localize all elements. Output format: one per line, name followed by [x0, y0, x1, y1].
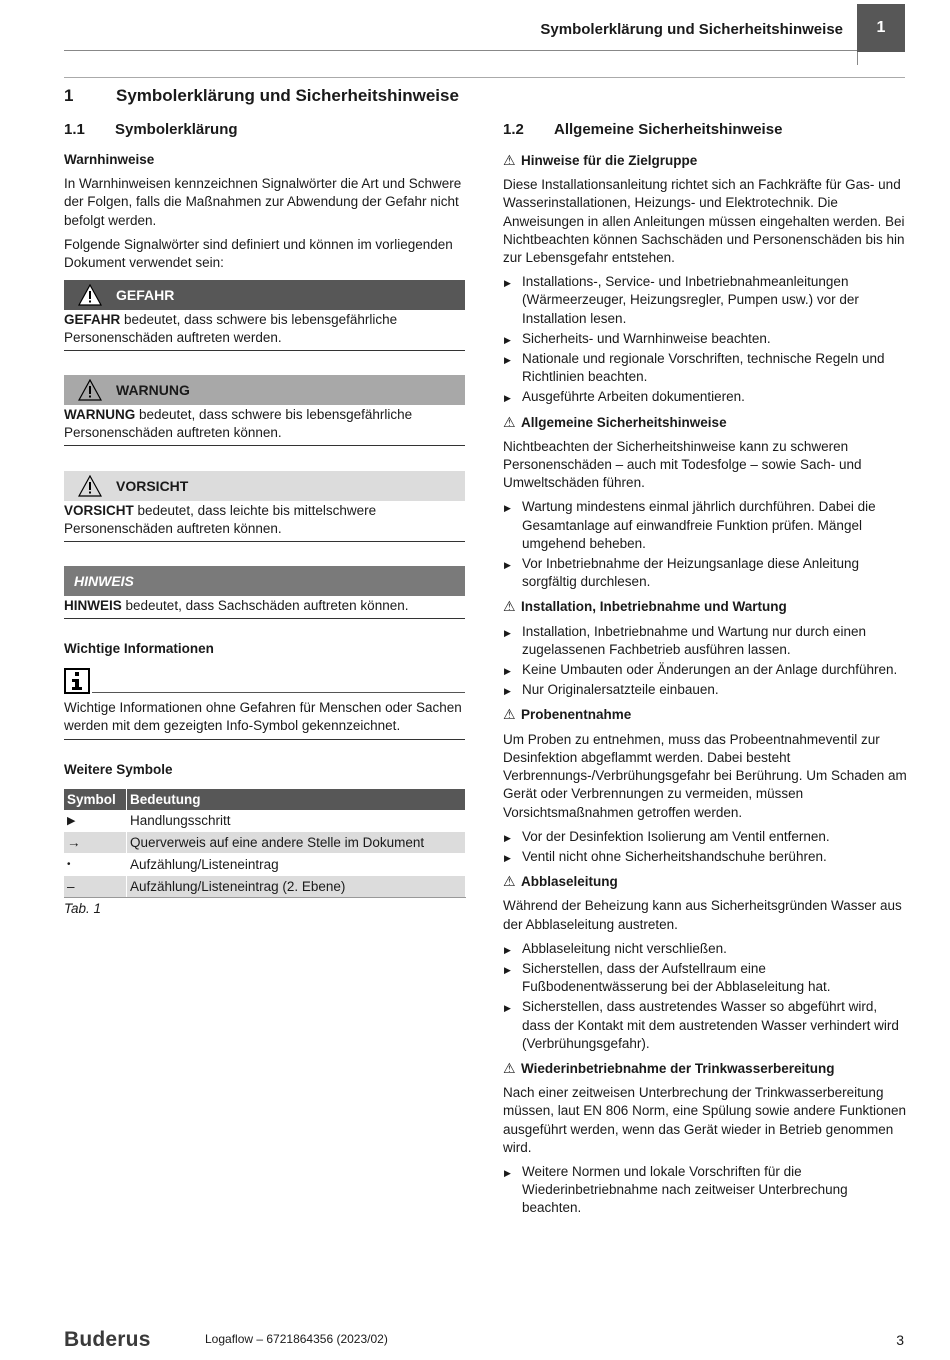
- table-row: [64, 876, 466, 898]
- warning-triangle-icon: ⚠: [503, 706, 516, 723]
- recommissioning-text: Nach einer zeitweisen Unterbrechung der Trinkwasserbereitung müssen, laut EN 806 Norm, eine Spülung sowie andere Funktionen ausgeführt werden, wenn das Gerät wieder in Betrieb genommen wird.: [503, 1085, 906, 1155]
- warnings-label: Warnhinweise: [64, 152, 155, 167]
- section-rule: [64, 77, 905, 78]
- warning-triangle-icon: ⚠: [503, 152, 516, 168]
- list-item: ▶ Vor der Desinfektion Isolierung am Ventil entfernen.: [503, 828, 907, 846]
- general-safety-list: [503, 498, 907, 591]
- list-item: ▶ Nationale und regionale Vorschriften, technische Regeln und Richtlinien beachten.: [503, 350, 907, 386]
- list-item: ▶ Weitere Normen und lokale Vorschriften für die Wiederinbetriebnahme nach zeitweiser Unterbrechung beachten.: [503, 1163, 907, 1218]
- list-item: ▶ Abblaseleitung nicht verschließen.: [503, 940, 907, 958]
- chapter-heading: 1 Symbolerklärung und Sicherheitshinweise: [64, 86, 459, 105]
- general-safety-text: Nichtbeachten der Sicherheitshinweise kann zu schweren Personenschäden – auch mit Todesfolge – sowie Sach- und Umweltschäden führen.: [503, 438, 862, 491]
- danger-bar: [64, 280, 465, 310]
- warning-label: WARNUNG: [116, 382, 190, 398]
- warning-triangle-icon: [64, 284, 116, 306]
- danger-label: GEFAHR: [116, 287, 175, 303]
- table-cell-meaning: Aufzählung/Listeneintrag (2. Ebene): [127, 876, 466, 898]
- notice-bar: [64, 566, 465, 596]
- warning-text: WARNUNG bedeutet, dass schwere bis lebensgefährliche Personenschäden auftreten können.: [64, 407, 413, 441]
- table-cell-meaning: Aufzählung/Listeneintrag: [127, 854, 466, 876]
- warnings-intro: [64, 151, 468, 278]
- target-group-text: Diese Installationsanleitung richtet sich an Fachkräfte für Gas- und Wasserinstallationen, Heizungs- und Elektrotechnik. Die Anweisungen in allen Anleitungen müssen eingehalten werden. Bei Nichtbeachten können Sachschäden und Personenschäden bis hin zur Lebensgefahr entstehen.: [503, 177, 905, 266]
- running-header-title: Symbolerklärung und Sicherheitshinweise: [540, 21, 843, 38]
- notice-label: HINWEIS: [74, 573, 134, 589]
- list-item: ▶ Keine Umbauten oder Änderungen an der Anlage durchführen.: [503, 661, 907, 679]
- info-label: Wichtige Informationen: [64, 641, 214, 656]
- list-item: ▶ Sicherstellen, dass der Aufstellraum eine Fußbodenentwässerung bei der Abblaseleitung hat.: [503, 960, 907, 996]
- table-cell-symbol: →: [64, 832, 127, 854]
- section-heading-1-1: 1.1 Symbolerklärung: [64, 121, 238, 138]
- installation-heading: ⚠ Installation, Inbetriebnahme und Wartung: [503, 598, 787, 615]
- list-item: ▶ Installation, Inbetriebnahme und Wartung nur durch einen zugelassenen Fachbetrieb ausführen lassen.: [503, 623, 907, 659]
- warning-triangle-icon: [64, 475, 116, 497]
- warning-triangle-icon: ⚠: [503, 413, 516, 430]
- table-row: [64, 832, 466, 854]
- recommissioning-heading: ⚠ Wiederinbetriebnahme der Trinkwasserbereitung: [503, 1059, 835, 1076]
- table-cell-symbol: –: [64, 876, 127, 898]
- blowoff-heading: ⚠ Abblaseleitung: [503, 873, 618, 890]
- info-icon: [64, 668, 90, 694]
- symbols-table: [64, 789, 466, 898]
- list-item: ▶ Nur Originalersatzteile einbauen.: [503, 681, 907, 699]
- header-rule: [64, 50, 857, 51]
- table-header-symbol: Symbol: [64, 789, 127, 810]
- danger-rule: [64, 350, 465, 351]
- chapter-tab: 1: [857, 4, 905, 52]
- section-heading-1-2: 1.2 Allgemeine Sicherheitshinweise: [503, 121, 783, 138]
- brand-logo: Buderus: [64, 1328, 151, 1351]
- recommissioning-list: [503, 1163, 907, 1218]
- list-item: ▶ Sicherheits- und Warnhinweise beachten.: [503, 330, 907, 348]
- warnings-para-2: Folgende Signalwörter sind definiert und können im vorliegenden Dokument verwendet sein:: [64, 236, 453, 271]
- danger-text: GEFAHR bedeutet, dass schwere bis lebensgefährliche Personenschäden auftreten werden.: [64, 312, 398, 346]
- target-group-list: [503, 273, 907, 406]
- table-cell-meaning: Querverweis auf eine andere Stelle im Dokument: [127, 832, 466, 854]
- warning-bar: [64, 375, 465, 405]
- caution-rule: [64, 541, 465, 542]
- info-bottom-rule: [64, 739, 465, 740]
- sampling-text: Um Proben zu entnehmen, muss das Probeentnahmeventil zur Desinfektion abgeflammt werden. Dabei besteht Verbrennungs-/Verbrühungsgefahr bei Berührung. Um Schaden am Gerät oder Verbrennungen zu vermeiden, müssen Vorsichtsmaßnahmen getroffen werden.: [503, 731, 907, 820]
- list-item: ▶ Wartung mindestens einmal jährlich durchführen. Dabei die Gesamtanlage auf einwandfreie Funktion prüfen. Mängel umgehend beheben.: [503, 498, 907, 553]
- list-item: ▶ Installations-, Service- und Inbetriebnahmeanleitungen (Wärmeerzeuger, Heizungsregler, Pumpen usw.) vor der Installation lesen.: [503, 273, 907, 328]
- blowoff-list: [503, 940, 907, 1053]
- info-top-rule: [92, 692, 465, 693]
- list-item: ▶ Ausgeführte Arbeiten dokumentieren.: [503, 388, 907, 406]
- caution-label: VORSICHT: [116, 478, 189, 494]
- installation-list: [503, 623, 907, 700]
- list-item: ▶ Vor Inbetriebnahme der Heizungsanlage diese Anleitung sorgfältig durchlesen.: [503, 555, 907, 591]
- target-group-heading: ⚠ Hinweise für die Zielgruppe: [503, 152, 698, 168]
- table-header-row: [64, 789, 466, 810]
- sampling-heading: ⚠ Probenentnahme: [503, 706, 632, 723]
- table-cell-symbol: •: [64, 854, 127, 876]
- sampling-list: [503, 828, 907, 866]
- general-safety-heading: ⚠ Allgemeine Sicherheitshinweise: [503, 413, 727, 430]
- safety-column: [503, 151, 907, 1224]
- caution-text: VORSICHT bedeutet, dass leichte bis mittelschwere Personenschäden auftreten können.: [64, 503, 377, 537]
- header-tick: [857, 52, 858, 65]
- table-caption: Tab. 1: [64, 901, 102, 916]
- table-row: [64, 854, 466, 876]
- table-cell-meaning: Handlungsschritt: [127, 810, 466, 832]
- table-row: [64, 810, 466, 832]
- page-number: 3: [896, 1332, 904, 1348]
- blowoff-text: Während der Beheizung kann aus Sicherheitsgründen Wasser aus der Abblaseleitung austreten.: [503, 898, 902, 932]
- list-item: ▶ Sicherstellen, dass austretendes Wasser so abgeführt wird, dass der Kontakt mit dem austretenden Wasser verhindert wird (Verbrühungsgefahr).: [503, 998, 907, 1053]
- info-heading-block: [64, 640, 468, 664]
- info-text: Wichtige Informationen ohne Gefahren für Menschen oder Sachen werden mit dem gezeigten Info-Symbol gekennzeichnet.: [64, 700, 462, 734]
- footer-doc-id: Logaflow – 6721864356 (2023/02): [205, 1332, 388, 1346]
- warnings-para-1: In Warnhinweisen kennzeichnen Signalwörter die Art und Schwere der Folgen, falls die Maßnahmen zur Abwendung der Gefahr nicht befolgt werden.: [64, 176, 462, 228]
- table-header-meaning: Bedeutung: [127, 789, 466, 810]
- warning-triangle-icon: ⚠: [503, 1059, 516, 1076]
- warning-triangle-icon: ⚠: [503, 873, 516, 890]
- list-item: ▶ Ventil nicht ohne Sicherheitshandschuhe berühren.: [503, 848, 907, 866]
- notice-text: HINWEIS bedeutet, dass Sachschäden auftreten können.: [64, 598, 409, 613]
- warning-triangle-icon: [64, 379, 116, 401]
- more-symbols-heading: [64, 761, 468, 785]
- caution-bar: [64, 471, 465, 501]
- table-cell-symbol: ▶: [64, 810, 127, 832]
- more-symbols-label: Weitere Symbole: [64, 762, 173, 777]
- notice-rule: [64, 618, 465, 619]
- warning-rule: [64, 445, 465, 446]
- warning-triangle-icon: ⚠: [503, 598, 516, 615]
